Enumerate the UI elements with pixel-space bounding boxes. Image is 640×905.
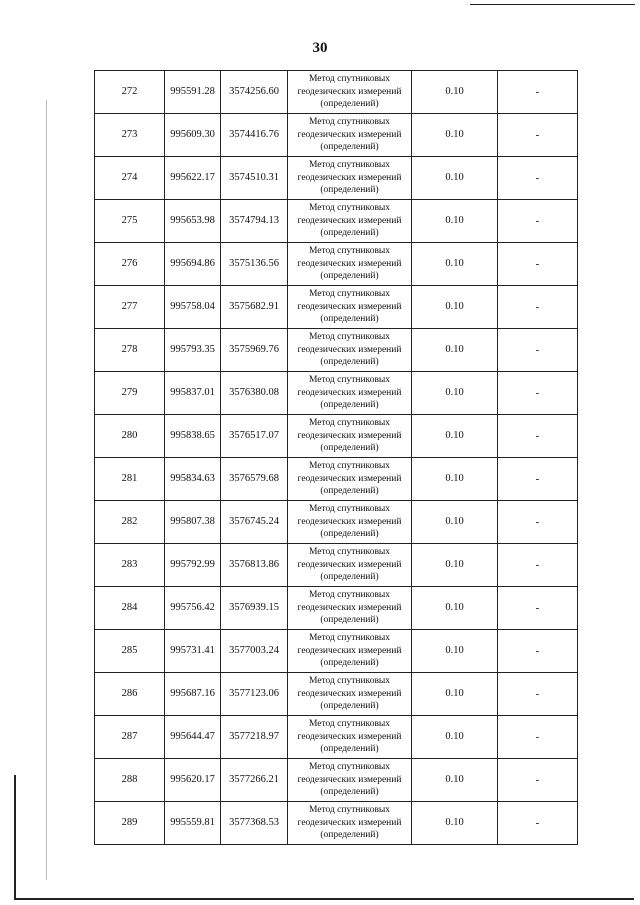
point-number: 282 [121, 515, 138, 527]
note-value: - [535, 687, 540, 700]
y-coordinate: 3577003.24 [229, 644, 279, 656]
y-coordinate-cell [221, 200, 288, 243]
note-value: - [535, 300, 540, 313]
accuracy-value: 0.10 [445, 644, 464, 656]
table-row [95, 630, 578, 673]
point-number-cell [95, 71, 165, 114]
accuracy-value: 0.10 [445, 300, 464, 312]
accuracy-value: 0.10 [445, 472, 464, 484]
accuracy-value: 0.10 [445, 214, 464, 226]
y-coordinate: 3576517.07 [229, 429, 279, 441]
method-line-2: геодезических измерений [297, 688, 402, 699]
method-cell [288, 673, 412, 716]
method-line-3: (определений) [320, 99, 379, 110]
accuracy-value: 0.10 [445, 429, 464, 441]
x-coordinate-cell [165, 501, 221, 544]
note-cell [498, 372, 578, 415]
method-line-1: Метод спутниковых [308, 375, 391, 386]
accuracy-value: 0.10 [445, 386, 464, 398]
point-number: 278 [121, 343, 138, 355]
y-coordinate-cell [221, 372, 288, 415]
table-row [95, 415, 578, 458]
point-number-cell [95, 501, 165, 544]
x-coordinate-cell [165, 243, 221, 286]
point-number: 273 [121, 128, 138, 140]
accuracy-value: 0.10 [445, 343, 464, 355]
table-row [95, 372, 578, 415]
point-number-cell [95, 544, 165, 587]
method-cell [288, 716, 412, 759]
point-number: 287 [121, 730, 138, 742]
accuracy-value: 0.10 [445, 687, 464, 699]
y-coordinate: 3574416.76 [229, 128, 279, 140]
note-cell [498, 415, 578, 458]
y-coordinate: 3576380.08 [229, 386, 279, 398]
note-cell [498, 71, 578, 114]
y-coordinate: 3576939.15 [229, 601, 279, 613]
x-coordinate-cell [165, 759, 221, 802]
accuracy-cell [412, 157, 498, 200]
x-coordinate: 995620.17 [170, 773, 215, 785]
note-cell [498, 501, 578, 544]
point-number-cell [95, 415, 165, 458]
y-coordinate: 3576813.86 [229, 558, 279, 570]
method-cell [288, 544, 412, 587]
accuracy-cell [412, 71, 498, 114]
y-coordinate: 3575682.91 [229, 300, 279, 312]
method-line-1: Метод спутниковых [308, 762, 391, 773]
y-coordinate: 3574256.60 [229, 85, 279, 97]
x-coordinate: 995837.01 [170, 386, 215, 398]
y-coordinate: 3576579.68 [229, 472, 279, 484]
method-line-1: Метод спутниковых [308, 117, 391, 128]
y-coordinate-cell [221, 286, 288, 329]
method-line-1: Метод спутниковых [308, 547, 391, 558]
accuracy-cell [412, 329, 498, 372]
accuracy-cell [412, 114, 498, 157]
table-row [95, 157, 578, 200]
accuracy-value: 0.10 [445, 128, 464, 140]
method-cell [288, 329, 412, 372]
y-coordinate-cell [221, 759, 288, 802]
method-cell [288, 415, 412, 458]
method-line-1: Метод спутниковых [308, 805, 391, 816]
x-coordinate: 995834.63 [170, 472, 215, 484]
method-line-1: Метод спутниковых [308, 590, 391, 601]
method-line-3: (определений) [320, 486, 379, 497]
accuracy-cell [412, 501, 498, 544]
table-row [95, 673, 578, 716]
method-cell [288, 802, 412, 845]
x-coordinate-cell [165, 114, 221, 157]
point-number-cell [95, 673, 165, 716]
accuracy-cell [412, 673, 498, 716]
note-value: - [535, 429, 540, 442]
x-coordinate-cell [165, 71, 221, 114]
method-cell [288, 200, 412, 243]
y-coordinate-cell [221, 458, 288, 501]
point-number-cell [95, 802, 165, 845]
note-value: - [535, 171, 540, 184]
note-cell [498, 544, 578, 587]
method-line-1: Метод спутниковых [308, 332, 391, 343]
point-number-cell [95, 329, 165, 372]
point-number-cell [95, 458, 165, 501]
note-cell [498, 802, 578, 845]
y-coordinate-cell [221, 157, 288, 200]
accuracy-cell [412, 458, 498, 501]
x-coordinate: 995792.99 [170, 558, 215, 570]
x-coordinate-cell [165, 630, 221, 673]
page-number: 30 [312, 40, 328, 56]
accuracy-value: 0.10 [445, 816, 464, 828]
table-row [95, 802, 578, 845]
y-coordinate-cell [221, 587, 288, 630]
method-line-2: геодезических измерений [297, 215, 402, 226]
note-value: - [535, 85, 540, 98]
y-coordinate-cell [221, 544, 288, 587]
method-line-2: геодезических измерений [297, 301, 402, 312]
method-line-2: геодезических измерений [297, 559, 402, 570]
table-row [95, 243, 578, 286]
accuracy-cell [412, 200, 498, 243]
method-line-1: Метод спутниковых [308, 74, 391, 85]
method-line-1: Метод спутниковых [308, 418, 391, 429]
accuracy-cell [412, 759, 498, 802]
y-coordinate-cell [221, 673, 288, 716]
point-number: 279 [121, 386, 138, 398]
table-row [95, 114, 578, 157]
note-value: - [535, 773, 540, 786]
point-number-cell [95, 114, 165, 157]
accuracy-value: 0.10 [445, 730, 464, 742]
note-cell [498, 673, 578, 716]
note-cell [498, 200, 578, 243]
point-number-cell [95, 286, 165, 329]
method-line-2: геодезических измерений [297, 86, 402, 97]
y-coordinate-cell [221, 243, 288, 286]
x-coordinate: 995756.42 [170, 601, 215, 613]
accuracy-value: 0.10 [445, 773, 464, 785]
x-coordinate-cell [165, 372, 221, 415]
y-coordinate-cell [221, 415, 288, 458]
point-number: 275 [121, 214, 138, 226]
method-line-2: геодезических измерений [297, 258, 402, 269]
y-coordinate-cell [221, 716, 288, 759]
accuracy-value: 0.10 [445, 515, 464, 527]
table-row [95, 587, 578, 630]
x-coordinate: 995694.86 [170, 257, 215, 269]
note-cell [498, 630, 578, 673]
method-line-2: геодезических измерений [297, 817, 402, 828]
method-line-1: Метод спутниковых [308, 246, 391, 257]
method-line-3: (определений) [320, 701, 379, 712]
method-cell [288, 759, 412, 802]
point-number-cell [95, 243, 165, 286]
accuracy-cell [412, 286, 498, 329]
method-line-1: Метод спутниковых [308, 289, 391, 300]
method-line-2: геодезических измерений [297, 344, 402, 355]
method-line-2: геодезических измерений [297, 430, 402, 441]
note-value: - [535, 816, 540, 829]
note-value: - [535, 730, 540, 743]
x-coordinate: 995838.65 [170, 429, 215, 441]
y-coordinate: 3577266.21 [229, 773, 279, 785]
point-number-cell [95, 587, 165, 630]
method-cell [288, 587, 412, 630]
x-coordinate-cell [165, 157, 221, 200]
method-line-3: (определений) [320, 529, 379, 540]
point-number-cell [95, 630, 165, 673]
x-coordinate: 995653.98 [170, 214, 215, 226]
method-cell [288, 71, 412, 114]
y-coordinate: 3577123.06 [229, 687, 279, 699]
table-row [95, 286, 578, 329]
x-coordinate: 995609.30 [170, 128, 215, 140]
accuracy-value: 0.10 [445, 171, 464, 183]
note-value: - [535, 128, 540, 141]
x-coordinate: 995622.17 [170, 171, 215, 183]
y-coordinate: 3576745.24 [229, 515, 279, 527]
table-row [95, 716, 578, 759]
method-line-1: Метод спутниковых [308, 676, 391, 687]
scan-edge-left-faint [46, 100, 47, 880]
x-coordinate-cell [165, 329, 221, 372]
method-line-3: (определений) [320, 615, 379, 626]
accuracy-cell [412, 544, 498, 587]
method-line-3: (определений) [320, 228, 379, 239]
point-number: 285 [121, 644, 138, 656]
method-line-3: (определений) [320, 830, 379, 841]
point-number: 283 [121, 558, 138, 570]
method-line-1: Метод спутниковых [308, 461, 391, 472]
method-cell [288, 157, 412, 200]
accuracy-value: 0.10 [445, 257, 464, 269]
point-number: 276 [121, 257, 138, 269]
note-cell [498, 587, 578, 630]
method-line-2: геодезических измерений [297, 774, 402, 785]
table-row [95, 458, 578, 501]
point-number: 284 [121, 601, 138, 613]
table-row [95, 544, 578, 587]
y-coordinate: 3577368.53 [229, 816, 279, 828]
table-row [95, 759, 578, 802]
method-cell [288, 630, 412, 673]
method-cell [288, 372, 412, 415]
method-line-1: Метод спутниковых [308, 160, 391, 171]
method-line-3: (определений) [320, 142, 379, 153]
note-cell [498, 759, 578, 802]
table-row [95, 71, 578, 114]
point-number-cell [95, 157, 165, 200]
table-row [95, 501, 578, 544]
note-value: - [535, 515, 540, 528]
method-line-3: (определений) [320, 271, 379, 282]
method-line-2: геодезических измерений [297, 172, 402, 183]
y-coordinate: 3574510.31 [229, 171, 279, 183]
method-line-2: геодезических измерений [297, 731, 402, 742]
method-line-3: (определений) [320, 744, 379, 755]
accuracy-cell [412, 372, 498, 415]
point-number: 289 [121, 816, 138, 828]
x-coordinate: 995793.35 [170, 343, 215, 355]
point-number: 288 [121, 773, 138, 785]
x-coordinate-cell [165, 286, 221, 329]
x-coordinate-cell [165, 673, 221, 716]
method-cell [288, 243, 412, 286]
x-coordinate: 995591.28 [170, 85, 215, 97]
note-cell [498, 114, 578, 157]
x-coordinate-cell [165, 200, 221, 243]
method-line-2: геодезических измерений [297, 473, 402, 484]
y-coordinate-cell [221, 71, 288, 114]
point-number: 274 [121, 171, 138, 183]
coordinates-table-container [94, 70, 577, 845]
method-line-3: (определений) [320, 572, 379, 583]
accuracy-cell [412, 243, 498, 286]
note-cell [498, 716, 578, 759]
method-line-2: геодезических измерений [297, 516, 402, 527]
method-line-3: (определений) [320, 400, 379, 411]
accuracy-cell [412, 587, 498, 630]
y-coordinate-cell [221, 630, 288, 673]
accuracy-value: 0.10 [445, 558, 464, 570]
coordinates-table [94, 70, 578, 845]
y-coordinate: 3575136.56 [229, 257, 279, 269]
note-cell [498, 458, 578, 501]
point-number: 272 [121, 85, 138, 97]
y-coordinate-cell [221, 501, 288, 544]
note-value: - [535, 214, 540, 227]
method-line-2: геодезических измерений [297, 387, 402, 398]
y-coordinate-cell [221, 802, 288, 845]
method-cell [288, 501, 412, 544]
method-line-1: Метод спутниковых [308, 633, 391, 644]
method-line-1: Метод спутниковых [308, 203, 391, 214]
table-row [95, 329, 578, 372]
table-row [95, 200, 578, 243]
y-coordinate-cell [221, 114, 288, 157]
method-line-3: (определений) [320, 357, 379, 368]
note-cell [498, 286, 578, 329]
method-line-3: (определений) [320, 314, 379, 325]
accuracy-cell [412, 716, 498, 759]
method-line-3: (определений) [320, 185, 379, 196]
method-line-1: Метод спутниковых [308, 504, 391, 515]
x-coordinate-cell [165, 802, 221, 845]
x-coordinate: 995644.47 [170, 730, 215, 742]
note-cell [498, 243, 578, 286]
method-cell [288, 114, 412, 157]
point-number: 277 [121, 300, 138, 312]
note-value: - [535, 257, 540, 270]
x-coordinate: 995731.41 [170, 644, 215, 656]
x-coordinate: 995559.81 [170, 816, 215, 828]
note-value: - [535, 601, 540, 614]
y-coordinate-cell [221, 329, 288, 372]
method-line-2: геодезических измерений [297, 129, 402, 140]
method-cell [288, 286, 412, 329]
point-number-cell [95, 200, 165, 243]
x-coordinate-cell [165, 458, 221, 501]
accuracy-cell [412, 802, 498, 845]
scan-edge-left [14, 775, 16, 900]
note-value: - [535, 558, 540, 571]
note-cell [498, 329, 578, 372]
method-cell [288, 458, 412, 501]
method-line-3: (определений) [320, 443, 379, 454]
accuracy-cell [412, 630, 498, 673]
method-line-3: (определений) [320, 658, 379, 669]
method-line-2: геодезических измерений [297, 645, 402, 656]
x-coordinate-cell [165, 415, 221, 458]
point-number: 281 [121, 472, 138, 484]
y-coordinate: 3577218.97 [229, 730, 279, 742]
x-coordinate-cell [165, 716, 221, 759]
x-coordinate: 995687.16 [170, 687, 215, 699]
accuracy-cell [412, 415, 498, 458]
point-number-cell [95, 759, 165, 802]
accuracy-value: 0.10 [445, 85, 464, 97]
scan-edge-top-right [470, 4, 635, 5]
accuracy-value: 0.10 [445, 601, 464, 613]
x-coordinate-cell [165, 544, 221, 587]
note-value: - [535, 386, 540, 399]
point-number: 280 [121, 429, 138, 441]
note-value: - [535, 472, 540, 485]
method-line-2: геодезических измерений [297, 602, 402, 613]
point-number-cell [95, 716, 165, 759]
x-coordinate-cell [165, 587, 221, 630]
x-coordinate: 995758.04 [170, 300, 215, 312]
scan-edge-bottom [14, 898, 634, 900]
method-line-1: Метод спутниковых [308, 719, 391, 730]
note-value: - [535, 343, 540, 356]
y-coordinate: 3575969.76 [229, 343, 279, 355]
y-coordinate: 3574794.13 [229, 214, 279, 226]
point-number-cell [95, 372, 165, 415]
point-number: 286 [121, 687, 138, 699]
x-coordinate: 995807.38 [170, 515, 215, 527]
method-line-3: (определений) [320, 787, 379, 798]
note-cell [498, 157, 578, 200]
table-body [95, 71, 578, 845]
note-value: - [535, 644, 540, 657]
